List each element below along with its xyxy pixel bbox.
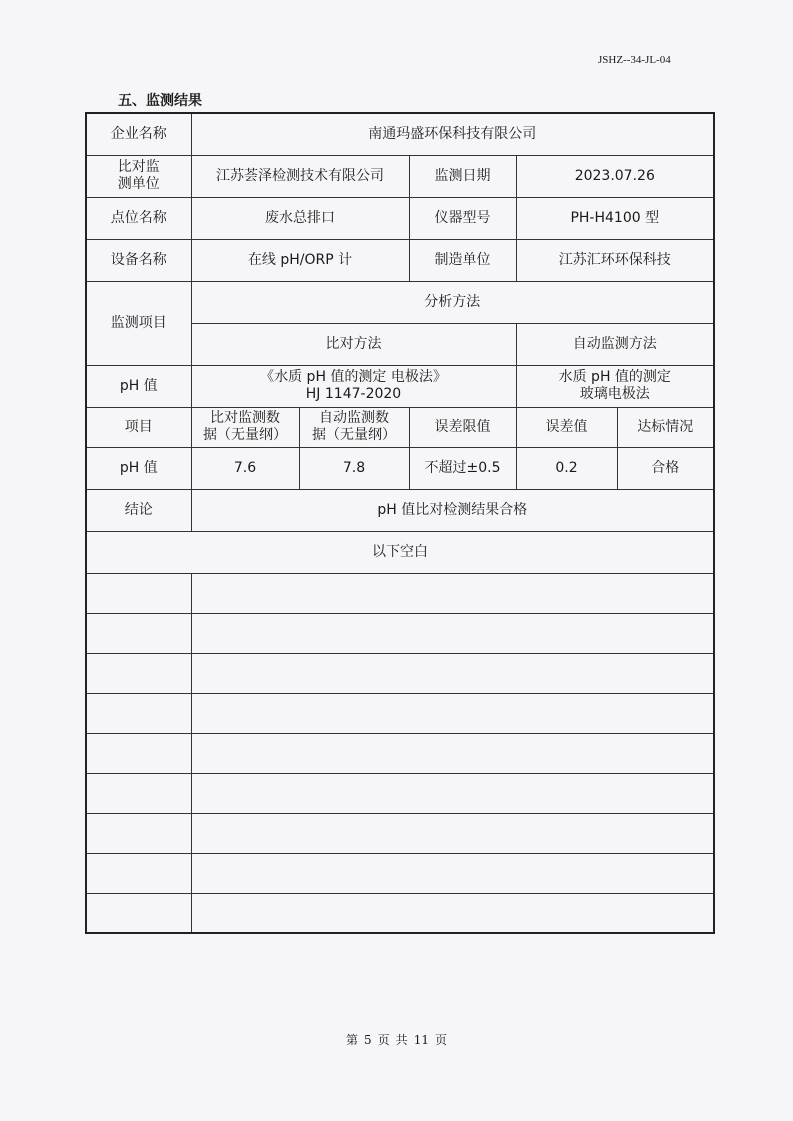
- col-limit: 误差限值: [409, 407, 516, 447]
- empty-row: [86, 813, 714, 853]
- section-title: 五、监测结果: [118, 93, 202, 109]
- col-compare-data: 比对监测数 据（无量纲）: [191, 407, 299, 447]
- col-status: 达标情况: [617, 407, 714, 447]
- monitor-date-value: 2023.07.26: [516, 155, 714, 197]
- manufacturer-label: 制造单位: [409, 239, 516, 281]
- document-code: JSHZ--34-JL-04: [598, 54, 671, 66]
- blank-note: 以下空白: [86, 531, 714, 573]
- conclusion-value: pH 值比对检测结果合格: [191, 489, 714, 531]
- row-item: pH 值: [86, 447, 191, 489]
- point-label: 点位名称: [86, 197, 191, 239]
- data-header-row: [86, 407, 714, 447]
- company-row: [86, 113, 714, 155]
- empty-row: [86, 653, 714, 693]
- manufacturer-value: 江苏汇环环保科技: [516, 239, 714, 281]
- col-auto-data: 自动监测数 据（无量纲）: [299, 407, 409, 447]
- analysis-method-row: [86, 281, 714, 323]
- empty-row: [86, 773, 714, 813]
- compare-method-label: 比对方法: [191, 323, 516, 365]
- auto-method-value: 水质 pH 值的测定 玻璃电极法: [516, 365, 714, 407]
- row-auto-value: 7.8: [299, 447, 409, 489]
- empty-row: [86, 573, 714, 613]
- data-row: [86, 447, 714, 489]
- conclusion-row: [86, 489, 714, 531]
- compare-unit-value: 江苏荟泽检测技术有限公司: [191, 155, 409, 197]
- analysis-method-label: 分析方法: [191, 281, 714, 323]
- col-error: 误差值: [516, 407, 617, 447]
- compare-unit-label: 比对监 测单位: [86, 155, 191, 197]
- instrument-model-value: PH-H4100 型: [516, 197, 714, 239]
- item-label: 监测项目: [86, 281, 191, 365]
- row-limit-value: 不超过±0.5: [409, 447, 516, 489]
- auto-method-label: 自动监测方法: [516, 323, 714, 365]
- empty-row: [86, 693, 714, 733]
- empty-row: [86, 893, 714, 933]
- empty-row: [86, 853, 714, 893]
- monitoring-results-table: [85, 112, 715, 934]
- device-value: 在线 pH/ORP 计: [191, 239, 409, 281]
- empty-row: [86, 613, 714, 653]
- compare-method-value: 《水质 pH 值的测定 电极法》 HJ 1147-2020: [191, 365, 516, 407]
- row-compare-value: 7.6: [191, 447, 299, 489]
- conclusion-label: 结论: [86, 489, 191, 531]
- device-label: 设备名称: [86, 239, 191, 281]
- page-number: 第 5 页 共 11 页: [346, 1033, 447, 1047]
- device-row: [86, 239, 714, 281]
- point-row: [86, 197, 714, 239]
- ph-method-row: [86, 365, 714, 407]
- company-label: 企业名称: [86, 113, 191, 155]
- monitor-date-label: 监测日期: [409, 155, 516, 197]
- blank-note-row: [86, 531, 714, 573]
- row-error-value: 0.2: [516, 447, 617, 489]
- empty-row: [86, 733, 714, 773]
- point-value: 废水总排口: [191, 197, 409, 239]
- compare-unit-row: [86, 155, 714, 197]
- col-item: 项目: [86, 407, 191, 447]
- ph-label: pH 值: [86, 365, 191, 407]
- row-status-value: 合格: [617, 447, 714, 489]
- instrument-model-label: 仪器型号: [409, 197, 516, 239]
- company-value: 南通玛盛环保科技有限公司: [191, 113, 714, 155]
